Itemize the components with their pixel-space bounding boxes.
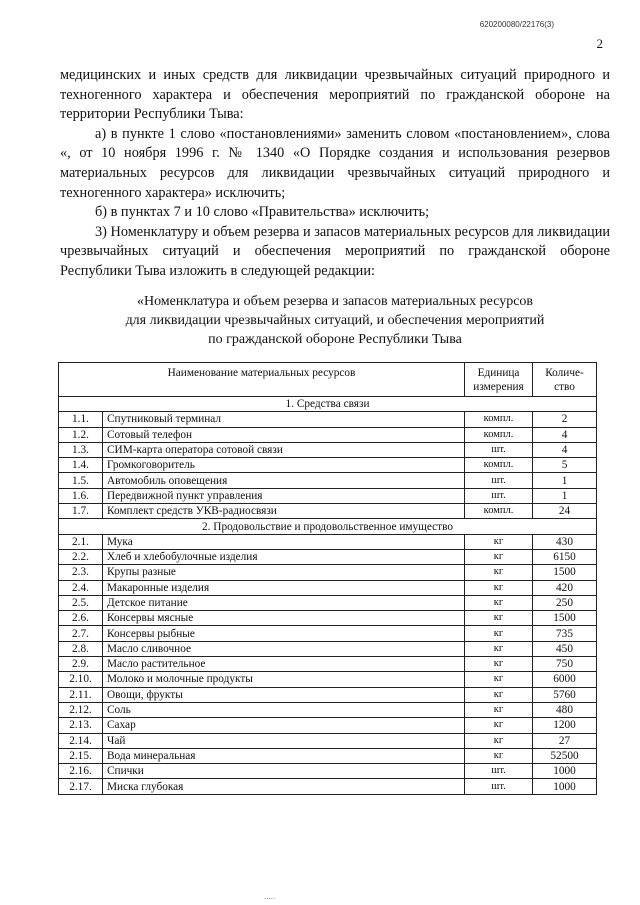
table-row [59, 779, 597, 794]
row-quantity: 1000 [533, 764, 597, 779]
row-name: Макаронные изделия [103, 580, 465, 595]
row-unit: компл. [465, 504, 533, 519]
table-row [59, 488, 597, 503]
row-unit: кг [465, 718, 533, 733]
row-name: Спутниковый терминал [103, 412, 465, 427]
table-section-row [59, 397, 597, 412]
row-number: 2.10. [59, 672, 103, 687]
row-number: 1.6. [59, 488, 103, 503]
row-quantity: 24 [533, 504, 597, 519]
row-number: 1.7. [59, 504, 103, 519]
header-unit [465, 363, 533, 397]
row-name: Соль [103, 702, 465, 717]
row-quantity: 250 [533, 595, 597, 610]
row-number: 2.3. [59, 565, 103, 580]
section-title: 2. Продовольствие и продовольственное имущество [59, 519, 597, 534]
row-name: Сахар [103, 718, 465, 733]
row-name: Вода минеральная [103, 748, 465, 763]
row-name: Автомобиль оповещения [103, 473, 465, 488]
row-quantity: 1 [533, 473, 597, 488]
row-number: 2.2. [59, 549, 103, 564]
row-number: 2.11. [59, 687, 103, 702]
row-quantity: 735 [533, 626, 597, 641]
row-name: Масло сливочное [103, 641, 465, 656]
row-number: 2.15. [59, 748, 103, 763]
row-quantity: 6150 [533, 549, 597, 564]
section-title: 1. Средства связи [59, 397, 597, 412]
table-row [59, 672, 597, 687]
table-row [59, 687, 597, 702]
header-qty [533, 363, 597, 397]
table-title-line: по гражданской обороне Республики Тыва [208, 331, 462, 347]
table-row [59, 657, 597, 672]
table-row [59, 748, 597, 763]
row-number: 1.2. [59, 427, 103, 442]
table-row [59, 412, 597, 427]
row-unit: кг [465, 733, 533, 748]
row-name: Детское питание [103, 595, 465, 610]
table-section-row [59, 519, 597, 534]
row-number: 2.14. [59, 733, 103, 748]
row-number: 1.4. [59, 458, 103, 473]
row-name: Хлеб и хлебобулочные изделия [103, 549, 465, 564]
row-number: 2.4. [59, 580, 103, 595]
row-unit: шт. [465, 488, 533, 503]
row-quantity: 450 [533, 641, 597, 656]
table-row [59, 595, 597, 610]
row-number: 2.6. [59, 611, 103, 626]
row-quantity: 5760 [533, 687, 597, 702]
row-number: 2.12. [59, 702, 103, 717]
header-qty-text: Количе- ство [545, 367, 584, 393]
table-row [59, 534, 597, 549]
row-unit: шт. [465, 473, 533, 488]
row-number: 1.1. [59, 412, 103, 427]
row-name: Громкоговоритель [103, 458, 465, 473]
row-name: Спички [103, 764, 465, 779]
row-unit: компл. [465, 427, 533, 442]
row-unit: кг [465, 657, 533, 672]
resources-table [58, 362, 597, 795]
row-unit: кг [465, 580, 533, 595]
row-name: Консервы рыбные [103, 626, 465, 641]
row-quantity: 27 [533, 733, 597, 748]
table-row [59, 427, 597, 442]
row-unit: шт. [465, 764, 533, 779]
row-name: Сотовый телефон [103, 427, 465, 442]
table-title-line: для ликвидации чрезвычайных ситуаций, и обеспечения мероприятий [125, 312, 545, 328]
paragraph-amendment-b: б) в пунктах 7 и 10 слово «Правительства» исключить; [95, 204, 430, 221]
table-row [59, 641, 597, 656]
row-quantity: 420 [533, 580, 597, 595]
row-unit: кг [465, 595, 533, 610]
table-row [59, 549, 597, 564]
row-quantity: 52500 [533, 748, 597, 763]
table-row [59, 626, 597, 641]
table-row [59, 702, 597, 717]
row-number: 2.13. [59, 718, 103, 733]
table-row [59, 473, 597, 488]
row-name: Консервы мясные [103, 611, 465, 626]
row-number: 1.5. [59, 473, 103, 488]
row-number: 2.9. [59, 657, 103, 672]
paragraph-amendment-a: а) в пункте 1 слово «постановлениями» заменить словом «постановлением», слова «, от 10 ноября 1996 г. № 1340 «О Порядке создания и использования резервов материальных ресурсов для ликвидации чрезвычайных ситуаций природного и техногенного характера» исключить; [60, 125, 610, 201]
row-number: 2.17. [59, 779, 103, 794]
row-number: 1.3. [59, 442, 103, 457]
row-number: 2.5. [59, 595, 103, 610]
row-unit: кг [465, 534, 533, 549]
table-title-line: «Номенклатура и объем резерва и запасов материальных ресурсов [136, 294, 534, 309]
row-unit: шт. [465, 779, 533, 794]
row-name: Молоко и молочные продукты [103, 672, 465, 687]
row-name: Масло растительное [103, 657, 465, 672]
row-quantity: 2 [533, 412, 597, 427]
paragraph-continuation: медицинских и иных средств для ликвидации чрезвычайных ситуаций природного и техногенного характера и обеспечения мероприятий по гражданской обороне на территории Республики Тыва: [60, 67, 610, 123]
row-unit: кг [465, 748, 533, 763]
row-unit: кг [465, 687, 533, 702]
row-unit: кг [465, 611, 533, 626]
table-title [60, 293, 610, 349]
row-quantity: 750 [533, 657, 597, 672]
row-number: 2.7. [59, 626, 103, 641]
table-row [59, 442, 597, 457]
row-name: Крупы разные [103, 565, 465, 580]
row-name: Миска глубокая [103, 779, 465, 794]
row-quantity: 1500 [533, 565, 597, 580]
paragraph-amendment-3: 3) Номенклатуру и объем резерва и запасов материальных ресурсов для ликвидации чрезвычайных ситуаций и обеспечения мероприятий по гражданской обороне Республики Тыва изложить в следующей редакции: [60, 223, 610, 279]
row-quantity: 1 [533, 488, 597, 503]
row-quantity: 1200 [533, 718, 597, 733]
row-number: 2.1. [59, 534, 103, 549]
row-name: Овощи, фрукты [103, 687, 465, 702]
table-header-row [59, 363, 597, 397]
row-number: 2.8. [59, 641, 103, 656]
row-quantity: 480 [533, 702, 597, 717]
row-quantity: 4 [533, 442, 597, 457]
row-quantity: 6000 [533, 672, 597, 687]
table-row [59, 764, 597, 779]
row-number: 2.16. [59, 764, 103, 779]
row-quantity: 430 [533, 534, 597, 549]
table-row [59, 718, 597, 733]
row-name: Мука [103, 534, 465, 549]
row-unit: кг [465, 672, 533, 687]
row-unit: кг [465, 626, 533, 641]
row-unit: компл. [465, 412, 533, 427]
table-row [59, 504, 597, 519]
row-name: Комплект средств УКВ-радиосвязи [103, 504, 465, 519]
row-unit: кг [465, 565, 533, 580]
table-row [59, 458, 597, 473]
table-row [59, 611, 597, 626]
table-body [59, 397, 597, 795]
row-quantity: 5 [533, 458, 597, 473]
row-quantity: 1000 [533, 779, 597, 794]
page-number: 2 [596, 36, 603, 51]
row-quantity: 1500 [533, 611, 597, 626]
row-quantity: 4 [533, 427, 597, 442]
row-name: Чай [103, 733, 465, 748]
row-unit: компл. [465, 458, 533, 473]
row-unit: шт. [465, 442, 533, 457]
header-unit-text: Единица измерения [473, 367, 524, 393]
document-code: 620200080/22176(3) [479, 20, 554, 29]
row-unit: кг [465, 549, 533, 564]
row-name: СИМ-карта оператора сотовой связи [103, 442, 465, 457]
row-unit: кг [465, 641, 533, 656]
row-unit: кг [465, 702, 533, 717]
header-name: Наименование материальных ресурсов [59, 363, 465, 397]
table-row [59, 565, 597, 580]
row-name: Передвижной пункт управления [103, 488, 465, 503]
table-row [59, 580, 597, 595]
footer-mark: ..... [264, 892, 276, 901]
body-text [60, 66, 610, 282]
table-row [59, 733, 597, 748]
